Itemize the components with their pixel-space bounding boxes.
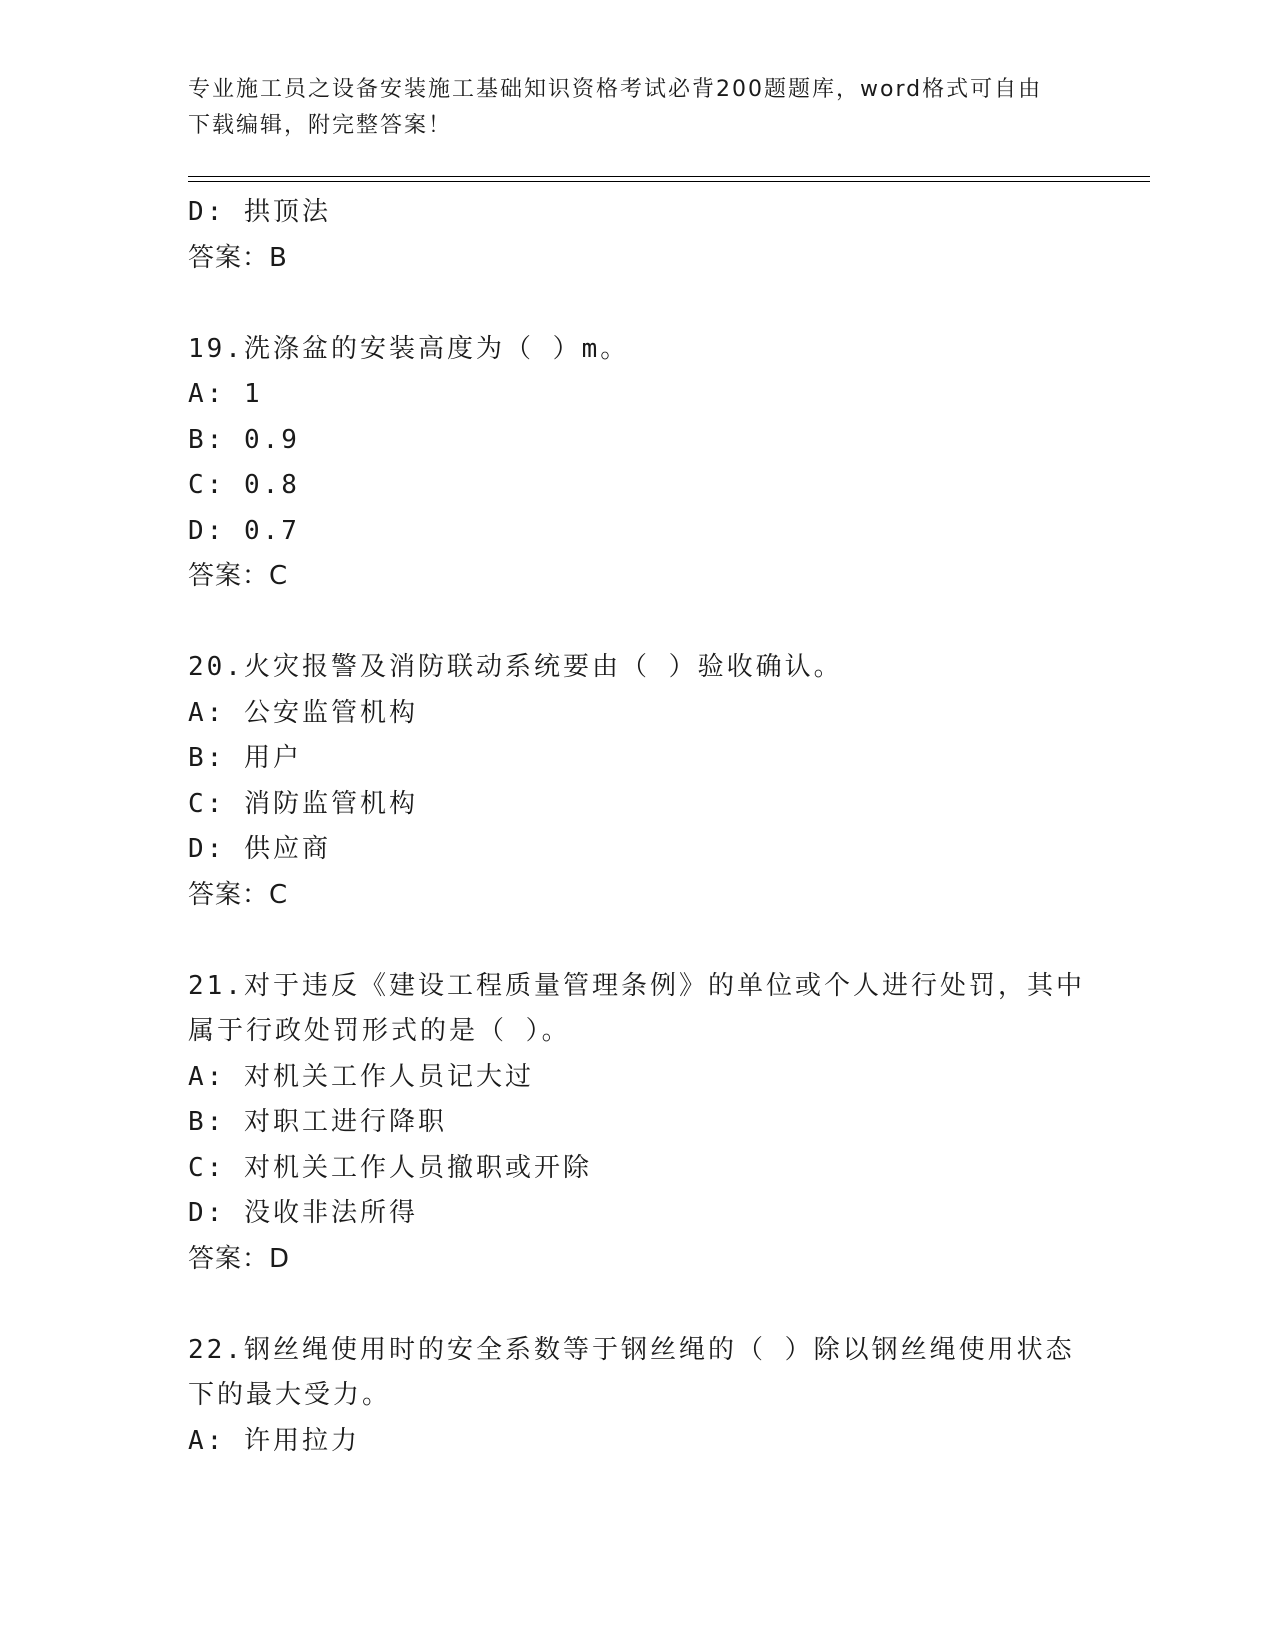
question-text-line-2: 下的最大受力。 [188,1380,392,1410]
question-22 [188,1328,1088,1465]
option-a: A: 公安监管机构 [188,697,418,728]
option-a: A: 1 [188,379,263,409]
question-19 [188,327,1088,600]
option-b: B: 0.9 [188,424,300,455]
question-list [188,190,1088,1464]
question-text-line-2: 属于行政处罚形式的是（ ）。 [188,1016,571,1046]
option-d: D: 供应商 [188,834,331,864]
question-21 [188,964,1088,1283]
option-d: D: 拱顶法 [188,197,331,227]
question-text-line-1: 22.钢丝绳使用时的安全系数等于钢丝绳的（ ）除以钢丝绳使用状态 [188,1334,1075,1365]
option-c: C: 对机关工作人员撤职或开除 [188,1152,592,1183]
option-a: A: 许用拉力 [188,1425,360,1456]
option-d: D: 没收非法所得 [188,1198,418,1228]
previous-question-tail [188,190,1088,281]
header-line-1: 专业施工员之设备安装施工基础知识资格考试必背200题题库，word格式可自由 [188,77,1043,102]
option-a: A: 对机关工作人员记大过 [188,1061,534,1092]
answer-line: 答案：D [188,1243,291,1274]
option-c: C: 消防监管机构 [188,788,418,819]
question-20 [188,645,1088,918]
answer-line: 答案：C [188,561,289,591]
header-line-2: 下载编辑，附完整答案！ [188,113,453,138]
option-c: C: 0.8 [188,470,300,500]
document-header [188,72,1088,144]
answer-line: 答案：B [188,242,288,273]
option-d: D: 0.7 [188,515,300,546]
option-b: B: 对职工进行降职 [188,1107,447,1137]
option-b: B: 用户 [188,743,302,773]
header-rule-top [188,176,1150,177]
question-text: 19.洗涤盆的安装高度为（ ）m。 [188,333,630,364]
header-rule-bottom [188,181,1150,182]
question-text-line-1: 21.对于违反《建设工程质量管理条例》的单位或个人进行处罚，其中 [188,970,1085,1001]
question-text: 20.火灾报警及消防联动系统要由（ ）验收确认。 [188,652,843,682]
answer-line: 答案：C [188,879,289,910]
